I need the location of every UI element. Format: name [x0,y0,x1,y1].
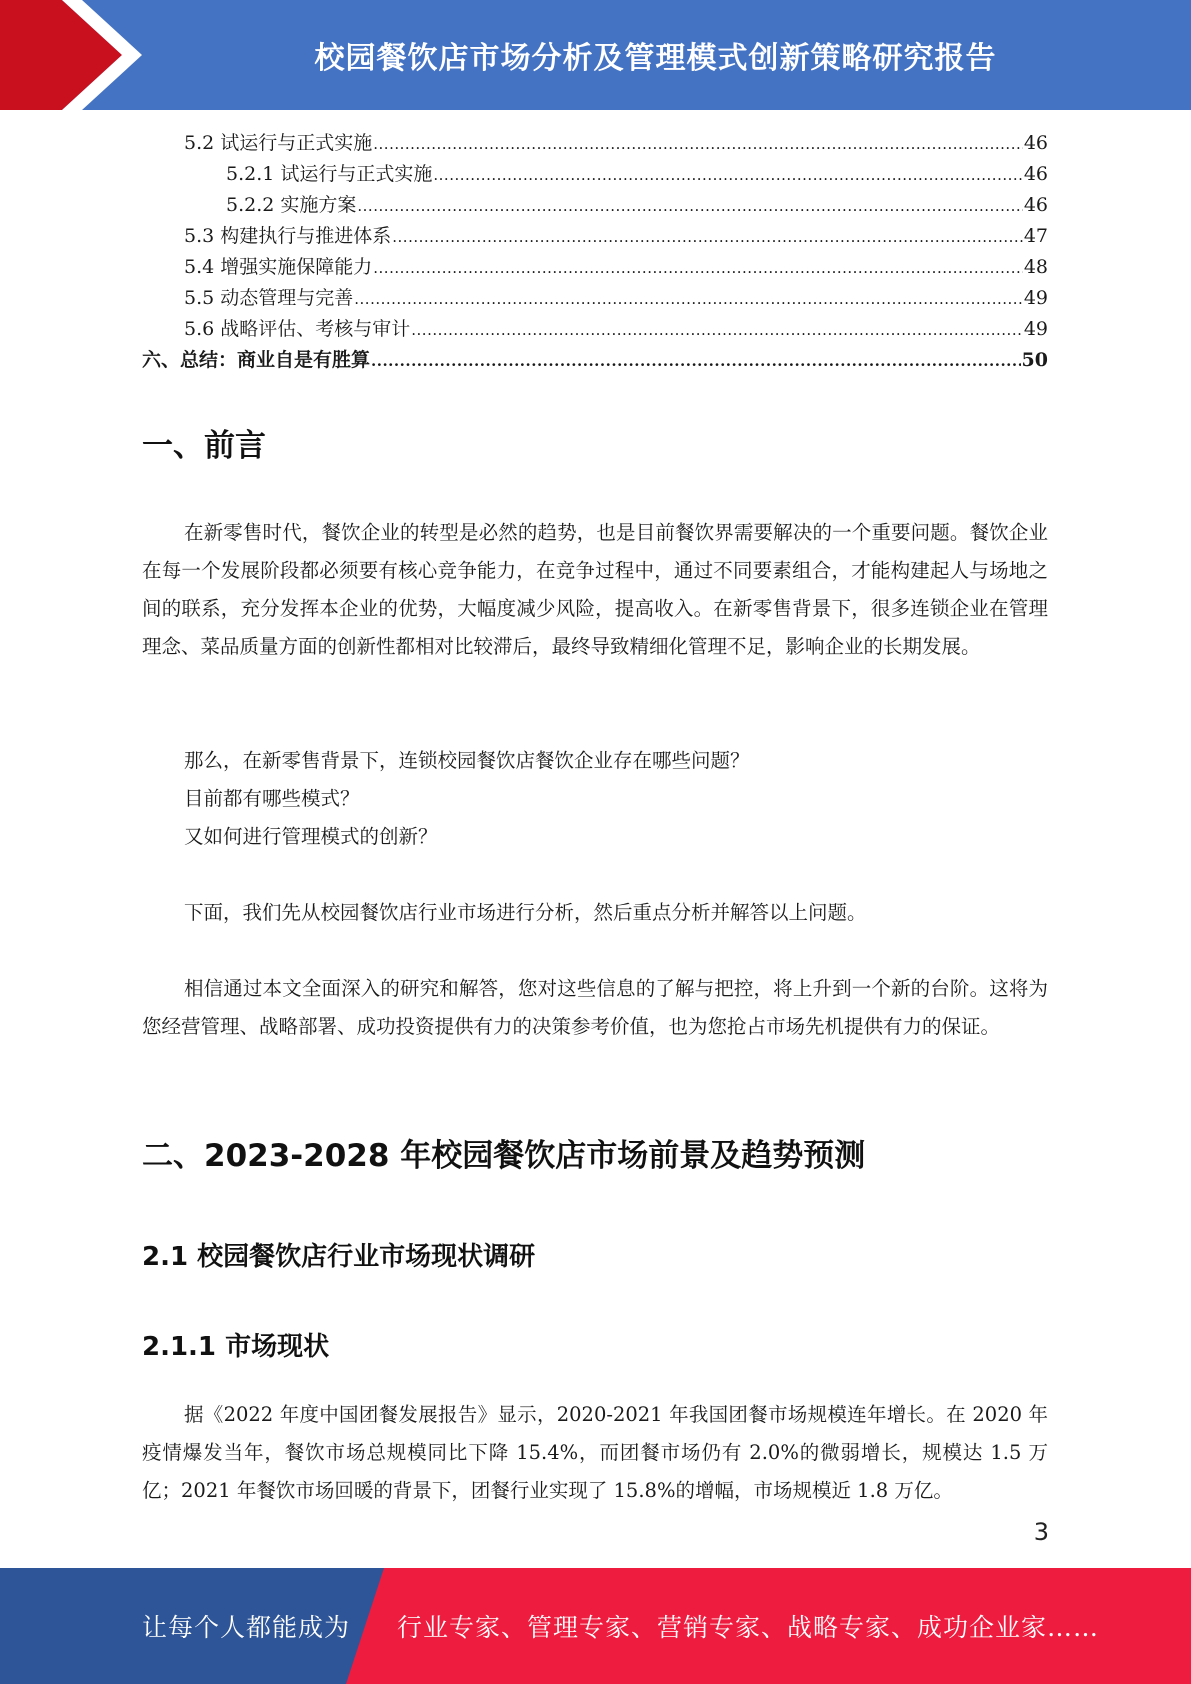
question-line: 又如何进行管理模式的创新？ [184,825,438,848]
toc-entry[interactable] [142,159,1048,190]
toc-entry-page: 46 [1023,163,1048,185]
toc-entry-label: 5.5 动态管理与完善 [184,287,354,309]
toc-leader [411,321,1023,339]
intro-paragraph: 在新零售时代，餐饮企业的转型是必然的趋势，也是目前餐饮界需要解决的一个重要问题。餐饮企业在每一个发展阶段都必须要有核心竞争能力，在竞争过程中，通过不同要素组合，才能构建起人与场地之间的联系，充分发挥本企业的优势，大幅度减少风险，提高收入。在新零售背景下，很多连锁企业在管理理念、菜品质量方面的创新性都相对比较滞后，最终导致精细化管理不足，影响企业的长期发展。 [142,521,1048,658]
page-header [0,0,1191,110]
toc-entry-label: 5.4 增强实施保障能力 [184,256,373,278]
toc-entry-label: 5.6 战略评估、考核与审计 [184,318,411,340]
toc-entry-page: 50 [1021,349,1048,371]
body-paragraph: 据《2022 年度中国团餐发展报告》显示，2020-2021 年我国团餐市场规模连年增长。在 2020 年疫情爆发当年，餐饮市场总规模同比下降 15.4%，而团餐市场仍有 2.0%的微弱增长，规模达 1.5 万亿；2021 年餐饮市场回暖的背景下，团餐行业实现了 15.8%的增幅，市场规模近 1.8 万亿。 [142,1403,1048,1502]
toc-entry[interactable] [142,190,1048,221]
toc-entry-label: 5.2 试运行与正式实施 [184,132,373,154]
toc-entry-page: 49 [1023,318,1048,340]
toc-leader [392,228,1023,246]
toc-entry-label: 5.2.2 实施方案 [226,194,357,216]
toc-entry-page: 46 [1023,132,1048,154]
toc-entry[interactable] [142,283,1048,314]
toc-leader [373,135,1023,153]
page-footer [0,1568,1191,1684]
toc-leader [433,166,1022,184]
body-paragraph: 相信通过本文全面深入的研究和解答，您对这些信息的了解与把控，将上升到一个新的台阶。这将为您经营管理、战略部署、成功投资提供有力的决策参考价值，也为您抢占市场先机提供有力的保证。 [142,977,1048,1038]
toc-leader [354,290,1023,308]
page-number: 3 [1033,1518,1049,1546]
toc-entry-page: 46 [1023,194,1048,216]
toc-entry[interactable] [142,128,1048,159]
toc-entry-page: 48 [1023,256,1048,278]
toc-entry-label: 5.3 构建执行与推进体系 [184,225,392,247]
subsection-heading: 2.1.1 市场现状 [142,1332,330,1362]
subsection-heading: 2.1 校园餐饮店行业市场现状调研 [142,1242,536,1272]
toc-entry-page: 47 [1023,225,1048,247]
table-of-contents [142,128,1048,376]
toc-entry[interactable] [142,345,1048,376]
toc-entry[interactable] [142,314,1048,345]
toc-entry-page: 49 [1023,287,1048,309]
header-arrow-icon [0,0,160,110]
question-line: 那么，在新零售背景下，连锁校园餐饮店餐饮企业存在哪些问题？ [184,749,750,772]
toc-entry-label: 六、总结：商业自是有胜算 [142,349,371,371]
toc-leader [373,259,1023,277]
toc-leader [371,352,1021,370]
toc-entry[interactable] [142,252,1048,283]
footer-slogan-right: 行业专家、管理专家、营销专家、战略专家、成功企业家…… [397,1613,1100,1642]
toc-entry[interactable] [142,221,1048,252]
toc-leader [357,197,1022,215]
toc-entry-label: 5.2.1 试运行与正式实施 [226,163,433,185]
section-heading: 二、2023-2028 年校园餐饮店市场前景及趋势预测 [142,1138,866,1174]
footer-slogan-left: 让每个人都能成为 [142,1613,351,1642]
body-paragraph: 下面，我们先从校园餐饮店行业市场进行分析，然后重点分析并解答以上问题。 [184,901,867,924]
header-title: 校园餐饮店市场分析及管理模式创新策略研究报告 [314,41,997,76]
section-heading: 一、前言 [142,428,266,464]
question-line: 目前都有哪些模式？ [184,787,360,810]
